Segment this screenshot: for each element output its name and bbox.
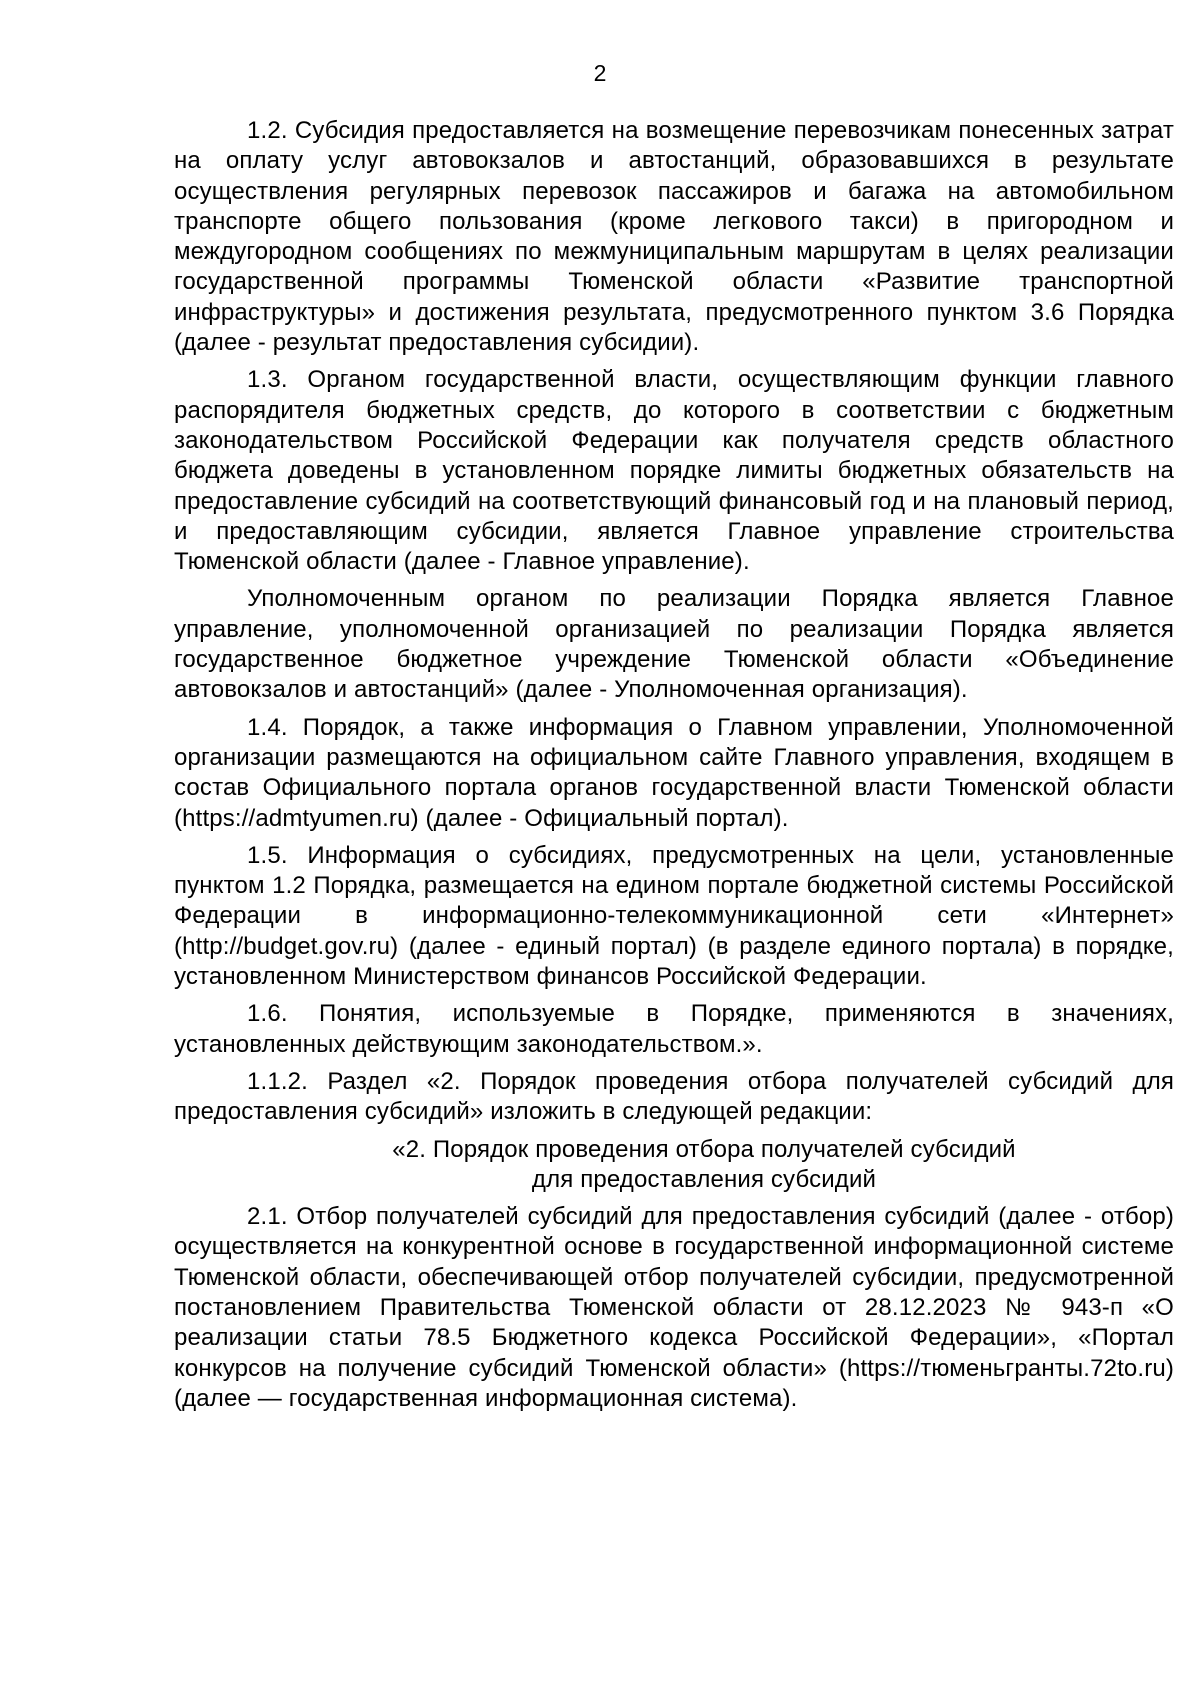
paragraph-authorized-body: Уполномоченным органом по реализации Порядка является Главное управление, уполномоченной организацией по реализации Порядка является государственное бюджетное учреждение Тюменской области «Объединение автовокзалов и автостанций» (далее - Уполномоченная организация). — [174, 585, 1174, 704]
document-body — [174, 116, 1174, 1421]
page-number: 2 — [593, 60, 607, 86]
paragraph-1-2: 1.2. Субсидия предоставляется на возмещение перевозчикам понесенных затрат на оплату услуг автовокзалов и автостанций, образовавшихся в результате осуществления регулярных перевозок пассажиров и багажа на автомобильном транспорте общего пользования (кроме легкового такси) в пригородном и междугородном сообщениях по межмуниципальным маршрутам в целях реализации государственной программы Тюменской области «Развитие транспортной инфраструктуры» и достижения результата, предусмотренного пунктом 3.6 Порядка (далее - результат предоставления субсидии). — [174, 117, 1174, 357]
section-heading — [174, 1135, 1174, 1196]
paragraph-1-6: 1.6. Понятия, используемые в Порядке, применяются в значениях, установленных действующим законодательством.». — [174, 1000, 1174, 1058]
paragraph-1-3: 1.3. Органом государственной власти, осуществляющим функции главного распорядителя бюджетных средств, до которого в соответствии с бюджетным законодательством Российской Федерации как получателя средств областного бюджета доведены в установленном порядке лимиты бюджетных обязательств на предоставление субсидий на соответствующий финансовый год и на плановый период, и предоставляющим субсидии, является Главное управление строительства Тюменской области (далее - Главное управление). — [174, 366, 1174, 576]
paragraph-1-4: 1.4. Порядок, а также информация о Главном управлении, Уполномоченной организации размещаются на официальном сайте Главного управления, входящем в состав Официального портала органов государственной власти Тюменской области (https://admtyumen.ru) (далее - Официальный портал). — [174, 713, 1174, 832]
paragraph-1-1-2: 1.1.2. Раздел «2. Порядок проведения отбора получателей субсидий для предоставления субсидий» изложить в следующей редакции: — [174, 1067, 1174, 1126]
paragraph-1-5: 1.5. Информация о субсидиях, предусмотренных на цели, установленные пунктом 1.2 Порядка, размещается на едином портале бюджетной системы Российской Федерации в информационно-телекоммуникационной сети «Интернет» (http://budget.gov.ru) (далее - единый портал) (в разделе единого портала) в порядке, установленном Министерством финансов Российской Федерации. — [174, 841, 1174, 991]
section-heading-line-2: для предоставления субсидий — [531, 1165, 877, 1193]
paragraph-2-1: 2.1. Отбор получателей субсидий для предоставления субсидий (далее - отбор) осуществляется на конкурентной основе в государственной информационной системе Тюменской области, обеспечивающей отбор получателей субсидии, предусмотренной постановлением Правительства Тюменской области от 28.12.2023 № 943-п «О реализации статьи 78.5 Бюджетного кодекса Российской Федерации», «Портал конкурсов на получение субсидий Тюменской области» (https://тюменьгранты.72to.ru) (далее — государственная информационная система). — [174, 1203, 1174, 1412]
section-heading-line-1: «2. Порядок проведения отбора получателей субсидий — [392, 1135, 1016, 1163]
